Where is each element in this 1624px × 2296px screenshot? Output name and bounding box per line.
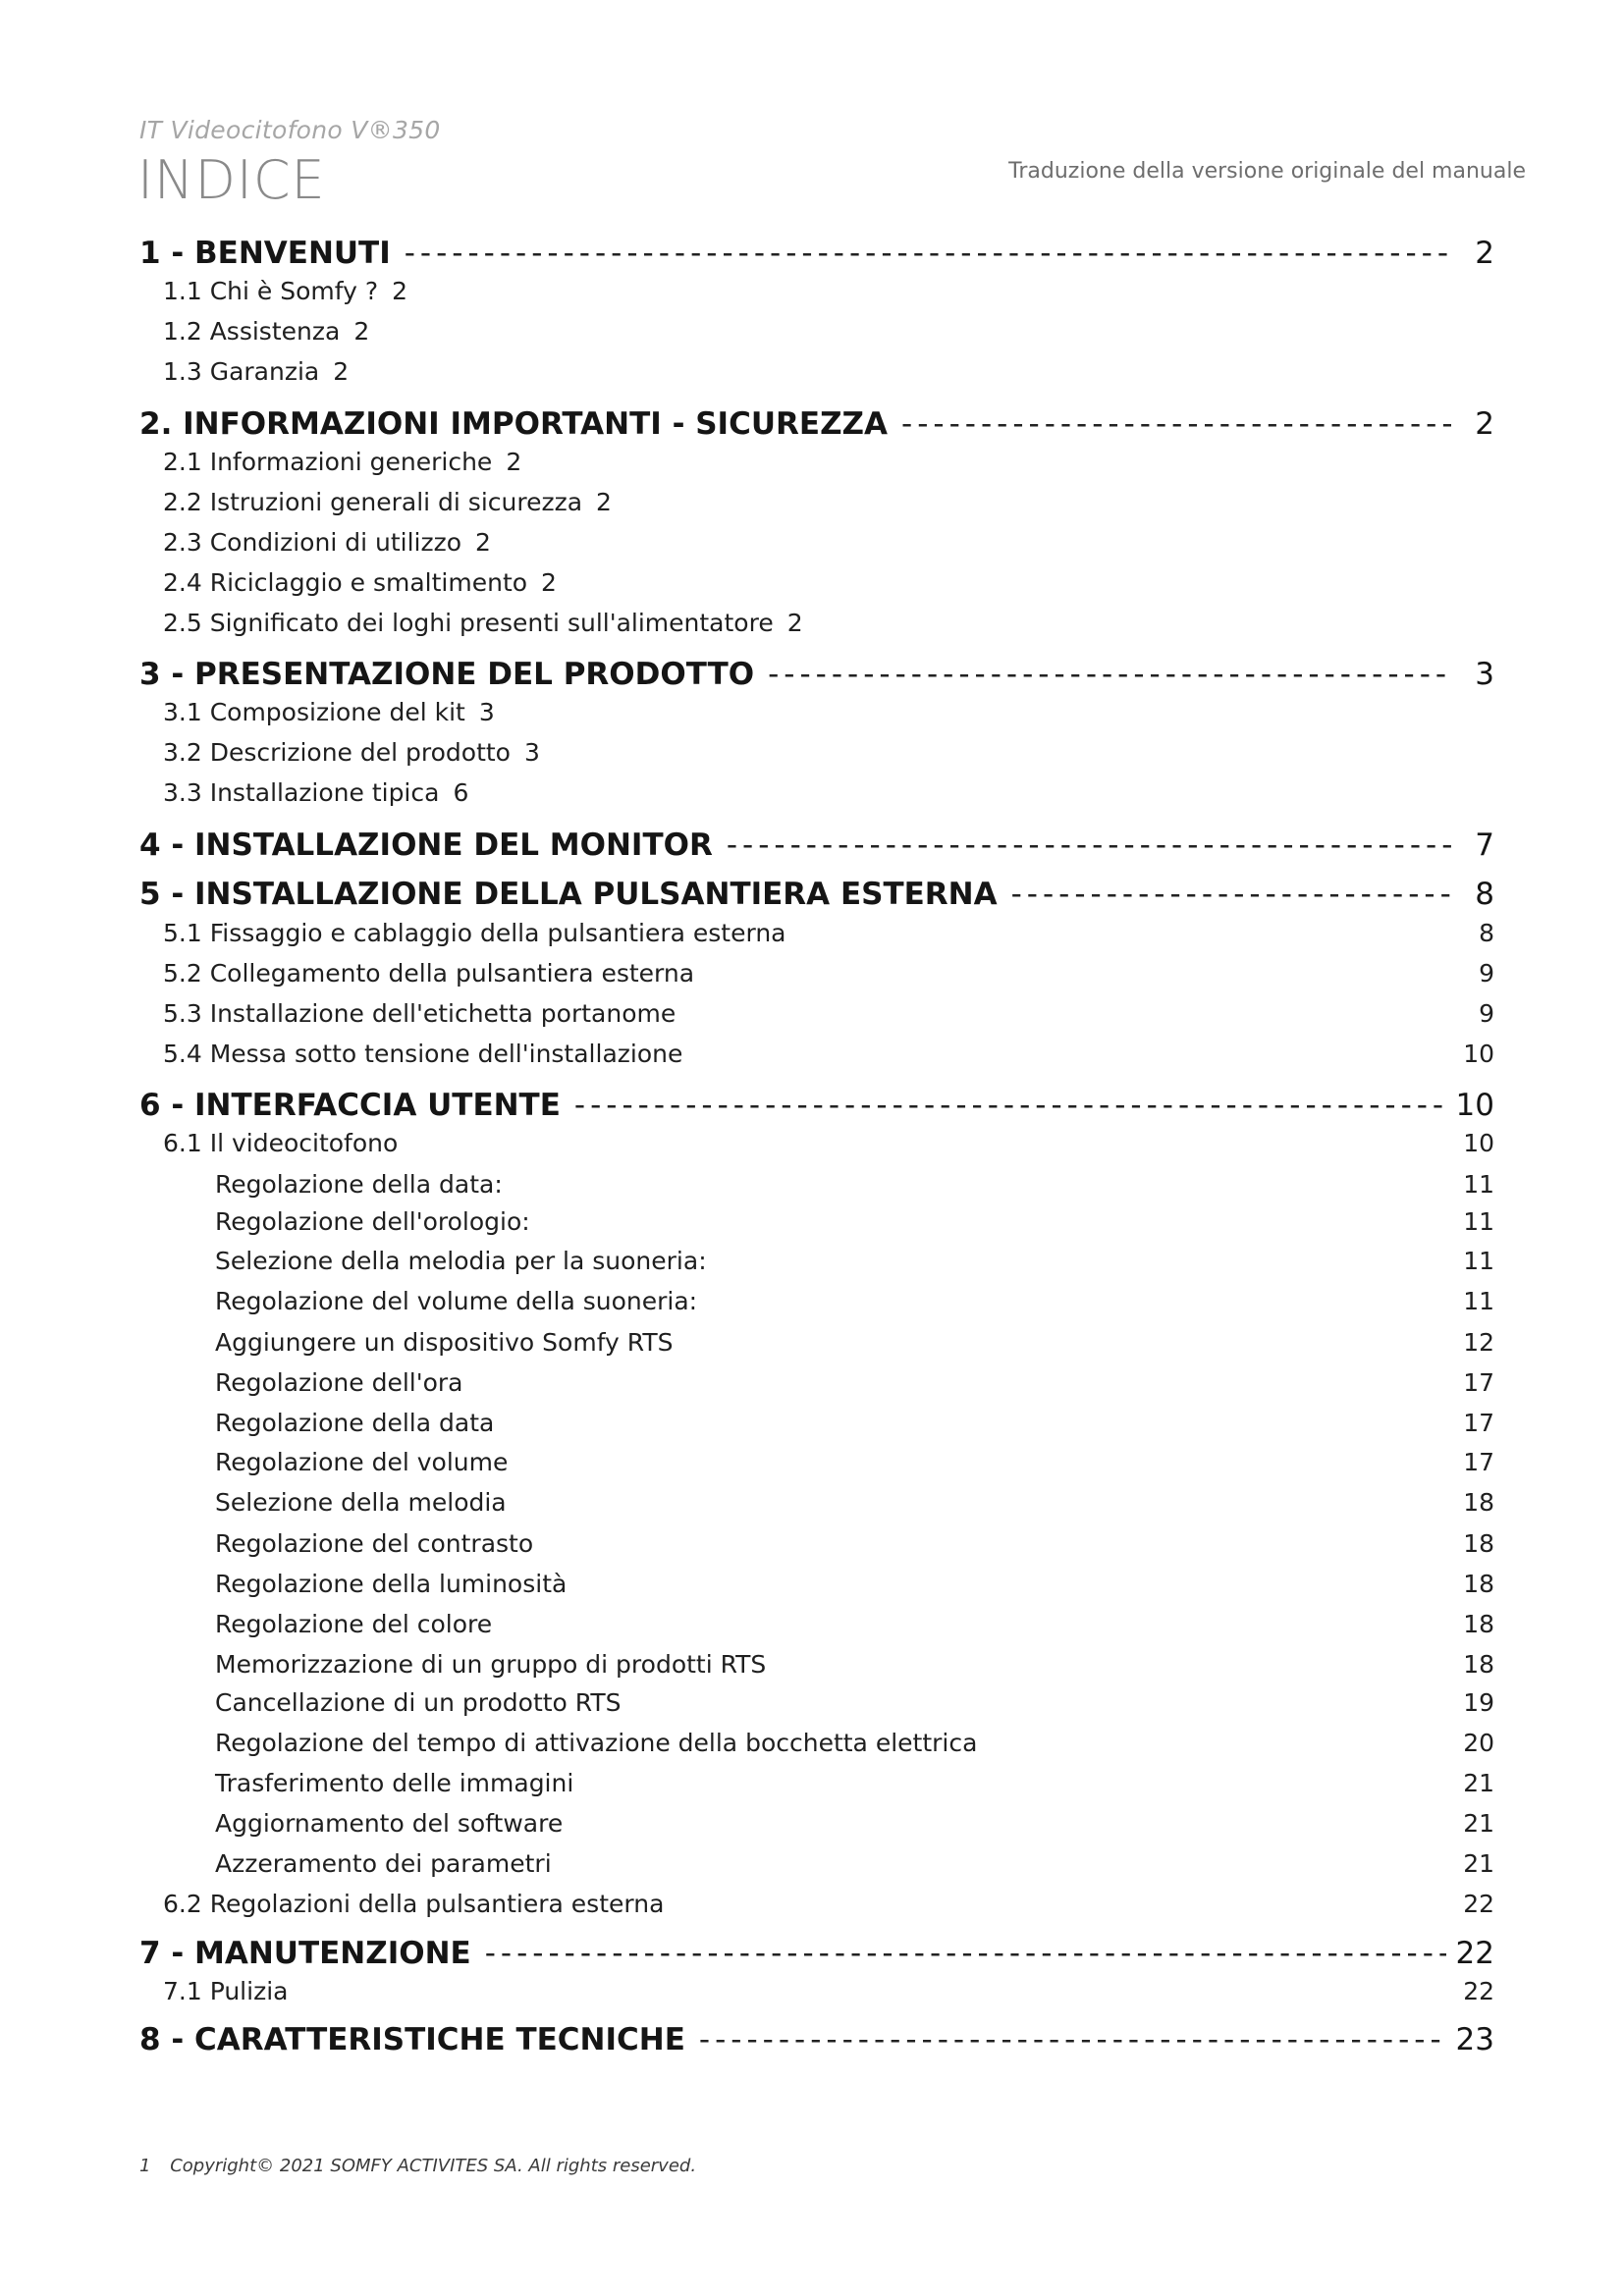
toc-subsection[interactable] xyxy=(139,959,1494,988)
toc-leader xyxy=(768,657,1451,692)
toc-leader xyxy=(699,2022,1446,2057)
toc-page-number: 23 xyxy=(1455,2022,1494,2057)
toc-entry[interactable] xyxy=(139,1610,1494,1638)
toc-subsection[interactable] xyxy=(139,698,1494,726)
toc-entry[interactable] xyxy=(139,1809,1494,1838)
toc-entry[interactable] xyxy=(139,1529,1494,1558)
toc-page-number: 2 xyxy=(786,609,803,637)
toc-page-number: 21 xyxy=(1463,1849,1494,1878)
toc-title: Regolazione dell'orologio: xyxy=(215,1207,530,1236)
toc-entry[interactable] xyxy=(139,1328,1494,1357)
toc-page-number: 18 xyxy=(1463,1529,1494,1558)
toc-title: Selezione della melodia xyxy=(215,1488,507,1517)
toc-title: Regolazione del contrasto xyxy=(215,1529,534,1558)
toc-page-number: 9 xyxy=(1479,999,1494,1028)
toc-page-number: 11 xyxy=(1463,1287,1494,1315)
toc-section-heading[interactable] xyxy=(139,828,1494,863)
toc-page-number: 10 xyxy=(1455,1088,1494,1123)
toc-page-number: 20 xyxy=(1463,1729,1494,1757)
toc-title: 2.1 Informazioni generiche xyxy=(163,448,493,476)
toc-title: Aggiornamento del software xyxy=(215,1809,564,1838)
toc-title: Regolazione del volume xyxy=(215,1448,509,1476)
toc-title: 2.3 Condizioni di utilizzo xyxy=(163,528,462,557)
toc-title: Regolazione del tempo di attivazione della bocchetta elettrica xyxy=(215,1729,978,1757)
toc-title: 6.1 Il videocitofono xyxy=(163,1129,399,1157)
toc-entry[interactable] xyxy=(139,1570,1494,1598)
toc-page-number: 10 xyxy=(1463,1129,1494,1157)
toc-entry[interactable] xyxy=(139,1170,1494,1199)
toc-title: 6.2 Regolazioni della pulsantiera esterna xyxy=(163,1890,665,1918)
toc-title: Cancellazione di un prodotto RTS xyxy=(215,1688,622,1717)
footer-page-number: 1 xyxy=(139,2156,151,2176)
toc-page-number: 2 xyxy=(392,277,408,305)
copyright-notice: Copyright© 2021 SOMFY ACTIVITES SA. All rights reserved. xyxy=(170,2156,697,2176)
toc-subsection[interactable] xyxy=(139,1890,1494,1918)
toc-page-number: 18 xyxy=(1463,1610,1494,1638)
toc-subsection[interactable] xyxy=(139,488,1494,516)
toc-page-number: 11 xyxy=(1463,1247,1494,1275)
toc-leader xyxy=(727,828,1451,863)
toc-page-number: 22 xyxy=(1455,1936,1494,1971)
toc-leader xyxy=(405,236,1451,271)
toc-page-number: 12 xyxy=(1463,1328,1494,1357)
toc-title: 3.3 Installazione tipica xyxy=(163,778,440,807)
toc-title: 1 - BENVENUTI xyxy=(139,236,391,271)
toc-entry[interactable] xyxy=(139,1769,1494,1797)
toc-page-number: 7 xyxy=(1475,828,1494,863)
toc-page-number: 3 xyxy=(523,738,540,767)
toc-title: 5 - INSTALLAZIONE DELLA PULSANTIERA ESTERNA xyxy=(139,877,998,912)
toc-section-heading[interactable] xyxy=(139,2022,1494,2057)
toc-page-number: 17 xyxy=(1463,1368,1494,1397)
toc-section-heading[interactable] xyxy=(139,657,1494,692)
toc-section-heading[interactable] xyxy=(139,1088,1494,1123)
toc-subsection[interactable] xyxy=(139,357,1494,386)
toc-title: Regolazione della data: xyxy=(215,1170,503,1199)
toc-subsection[interactable] xyxy=(139,317,1494,346)
toc-title: 7.1 Pulizia xyxy=(163,1977,289,2005)
toc-title: Aggiungere un dispositivo Somfy RTS xyxy=(215,1328,674,1357)
toc-entry[interactable] xyxy=(139,1247,1494,1275)
page-title: INDICE xyxy=(137,149,326,211)
toc-entry[interactable] xyxy=(139,1650,1494,1679)
toc-entry[interactable] xyxy=(139,1729,1494,1757)
toc-section-heading[interactable] xyxy=(139,877,1494,912)
toc-page-number: 11 xyxy=(1463,1207,1494,1236)
toc-page-number: 17 xyxy=(1463,1409,1494,1437)
toc-page-number: 2 xyxy=(506,448,522,476)
toc-title: Azzeramento dei parametri xyxy=(215,1849,552,1878)
toc-page-number: 2 xyxy=(475,528,491,557)
toc-title: 1.1 Chi è Somfy ? xyxy=(163,277,379,305)
toc-title: Regolazione del colore xyxy=(215,1610,493,1638)
toc-subsection[interactable] xyxy=(139,1129,1494,1157)
toc-page-number: 10 xyxy=(1463,1040,1494,1068)
toc-page-number: 22 xyxy=(1463,1977,1494,2005)
toc-page-number: 2 xyxy=(541,568,557,597)
toc-page-number: 3 xyxy=(478,698,495,726)
toc-title: 1.3 Garanzia xyxy=(163,357,320,386)
toc-title: 4 - INSTALLAZIONE DEL MONITOR xyxy=(139,828,713,863)
page-footer xyxy=(139,2156,696,2176)
toc-leader xyxy=(485,1936,1446,1971)
toc-title: 5.4 Messa sotto tensione dell'installazione xyxy=(163,1040,683,1068)
toc-title: 3 - PRESENTAZIONE DEL PRODOTTO xyxy=(139,657,755,692)
toc-subsection[interactable] xyxy=(139,778,1494,807)
toc-subsection[interactable] xyxy=(139,738,1494,767)
toc-title: 2.2 Istruzioni generali di sicurezza xyxy=(163,488,583,516)
toc-title: 2.5 Significato dei loghi presenti sull'alimentatore xyxy=(163,609,774,637)
toc-title: Memorizzazione di un gruppo di prodotti RTS xyxy=(215,1650,767,1679)
toc-page-number: 18 xyxy=(1463,1650,1494,1679)
toc-title: 2.4 Riciclaggio e smaltimento xyxy=(163,568,528,597)
document-subtitle: IT Videocitofono V®350 xyxy=(139,116,441,144)
toc-page-number: 2 xyxy=(596,488,612,516)
toc-leader xyxy=(901,406,1451,442)
toc-entry[interactable] xyxy=(139,1207,1494,1236)
toc-page-number: 2 xyxy=(353,317,370,346)
toc-page-number: 18 xyxy=(1463,1570,1494,1598)
toc-subsection[interactable] xyxy=(139,277,1494,305)
toc-section-heading[interactable] xyxy=(139,1936,1494,1971)
toc-entry[interactable] xyxy=(139,1688,1494,1717)
toc-subsection[interactable] xyxy=(139,1977,1494,2005)
toc-entry[interactable] xyxy=(139,1368,1494,1397)
toc-title: Trasferimento delle immagini xyxy=(215,1769,574,1797)
toc-page-number: 21 xyxy=(1463,1769,1494,1797)
toc-subsection[interactable] xyxy=(139,999,1494,1028)
toc-leader xyxy=(574,1088,1446,1123)
toc-title: 3.1 Composizione del kit xyxy=(163,698,465,726)
toc-title: 7 - MANUTENZIONE xyxy=(139,1936,471,1971)
toc-subsection[interactable] xyxy=(139,919,1494,947)
toc-section-heading[interactable] xyxy=(139,236,1494,271)
toc-entry[interactable] xyxy=(139,1488,1494,1517)
toc-entry[interactable] xyxy=(139,1409,1494,1437)
toc-page-number: 17 xyxy=(1463,1448,1494,1476)
toc-title: Regolazione dell'ora xyxy=(215,1368,463,1397)
toc-title: 5.3 Installazione dell'etichetta portanome xyxy=(163,999,677,1028)
toc-title: Regolazione del volume della suoneria: xyxy=(215,1287,698,1315)
toc-subsection[interactable] xyxy=(139,528,1494,557)
toc-page-number: 22 xyxy=(1463,1890,1494,1918)
toc-page-number: 2 xyxy=(1475,406,1494,442)
toc-title: 2. INFORMAZIONI IMPORTANTI - SICUREZZA xyxy=(139,406,889,442)
toc-title: 6 - INTERFACCIA UTENTE xyxy=(139,1088,561,1123)
toc-page-number: 21 xyxy=(1463,1809,1494,1838)
toc-subsection[interactable] xyxy=(139,609,1494,637)
toc-subsection[interactable] xyxy=(139,448,1494,476)
toc-title: 5.2 Collegamento della pulsantiera esterna xyxy=(163,959,695,988)
toc-title: 3.2 Descrizione del prodotto xyxy=(163,738,511,767)
toc-title: Regolazione della luminosità xyxy=(215,1570,568,1598)
toc-entry[interactable] xyxy=(139,1448,1494,1476)
toc-title: Regolazione della data xyxy=(215,1409,495,1437)
toc-title: 8 - CARATTERISTICHE TECNICHE xyxy=(139,2022,685,2057)
translation-note: Traduzione della versione originale del manuale xyxy=(1008,159,1526,184)
toc-page-number: 2 xyxy=(1475,236,1494,271)
toc-entry[interactable] xyxy=(139,1849,1494,1878)
toc-page-number: 3 xyxy=(1475,657,1494,692)
toc-subsection[interactable] xyxy=(139,1040,1494,1068)
toc-section-heading[interactable] xyxy=(139,406,1494,442)
toc-page-number: 6 xyxy=(453,778,469,807)
toc-title: Selezione della melodia per la suoneria: xyxy=(215,1247,707,1275)
toc-page-number: 11 xyxy=(1463,1170,1494,1199)
toc-page-number: 8 xyxy=(1479,919,1494,947)
toc-leader xyxy=(1011,877,1451,912)
toc-title: 1.2 Assistenza xyxy=(163,317,341,346)
toc-page-number: 8 xyxy=(1475,877,1494,912)
toc-page-number: 19 xyxy=(1463,1688,1494,1717)
toc-entry[interactable] xyxy=(139,1287,1494,1315)
toc-page-number: 9 xyxy=(1479,959,1494,988)
toc-page-number: 2 xyxy=(333,357,350,386)
toc-page-number: 18 xyxy=(1463,1488,1494,1517)
toc-subsection[interactable] xyxy=(139,568,1494,597)
toc-title: 5.1 Fissaggio e cablaggio della pulsantiera esterna xyxy=(163,919,786,947)
